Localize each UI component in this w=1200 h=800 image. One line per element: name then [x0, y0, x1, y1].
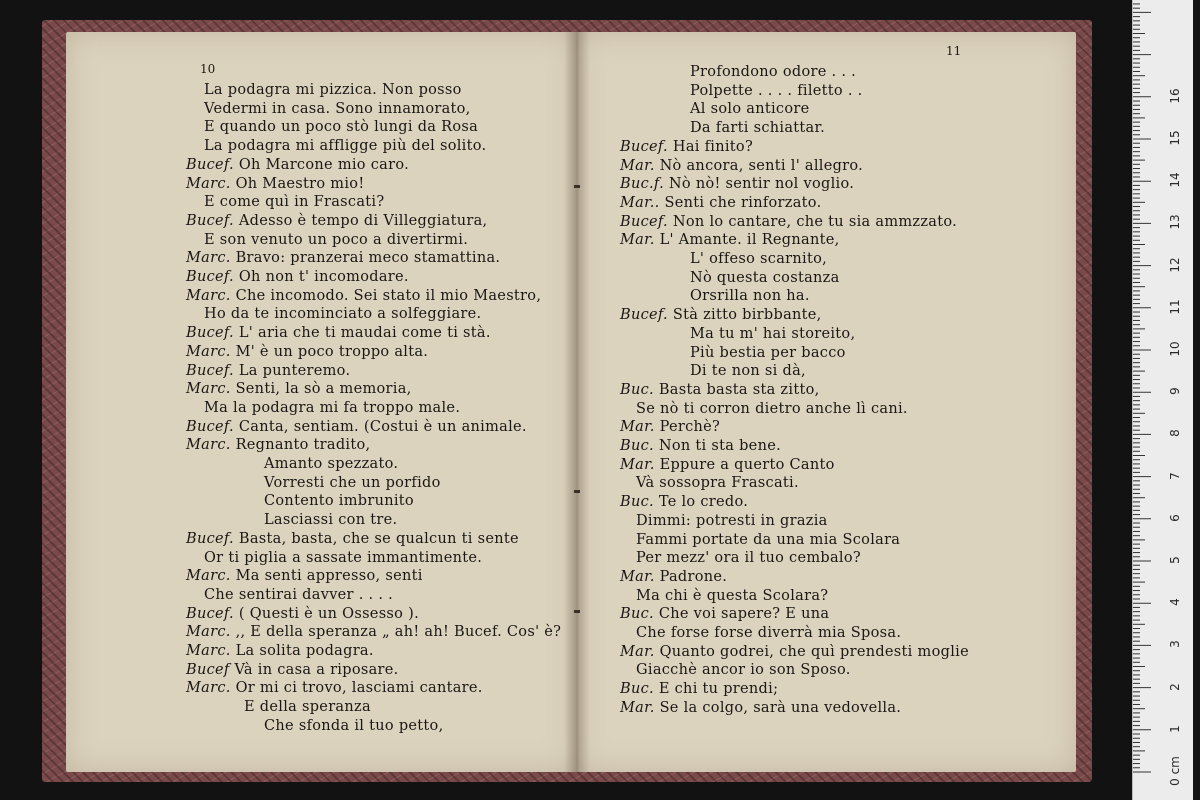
line-text: Canta, sentiam. (Costui è un animale.	[238, 418, 527, 435]
line-text: Che forse forse diverrà mia Sposa.	[636, 625, 902, 641]
left-text-line	[204, 306, 481, 322]
right-text-line	[620, 700, 901, 716]
right-text-line	[690, 101, 809, 117]
left-text-line	[204, 119, 478, 135]
line-text: Contento imbrunito	[264, 493, 414, 510]
speaker-name: Mar.	[620, 419, 660, 436]
left-text-line	[186, 344, 428, 360]
line-text: Orsrilla non ha.	[690, 288, 810, 305]
line-text: Và sossopra Frascati.	[636, 475, 799, 492]
speaker-name: Marc.	[186, 381, 236, 398]
line-text: Non lo cantare, che tu sia ammzzato.	[672, 213, 958, 230]
right-text-line	[636, 662, 851, 678]
speaker-name: Bucef.	[186, 212, 239, 229]
line-text: Ma senti appresso, senti	[235, 568, 423, 585]
ruler-label: 4	[1168, 598, 1182, 607]
speaker-name: Marc.	[186, 437, 236, 454]
ruler-label: 16	[1168, 88, 1182, 104]
left-text-line	[186, 363, 350, 379]
book-gutter	[564, 32, 590, 772]
line-text: Basta, basta, che se qualcun ti sente	[238, 530, 519, 547]
speaker-name: Bucef.	[186, 605, 239, 622]
line-text: Oh non t' incomodare.	[238, 269, 409, 285]
ruler-label: 5	[1168, 556, 1182, 564]
speaker-name: Bucef	[186, 661, 235, 678]
line-text: Dimmi: potresti in grazia	[636, 512, 828, 529]
ruler-ticks	[1133, 0, 1193, 800]
left-text-line	[264, 718, 443, 734]
left-text-line	[186, 419, 527, 435]
right-text-line	[620, 569, 727, 585]
speaker-name: Bucef.	[186, 156, 239, 173]
left-text-line	[186, 213, 487, 229]
right-text-line	[620, 382, 820, 398]
speaker-name: Bucef.	[620, 138, 673, 155]
page-number-right: 11	[946, 44, 962, 58]
ruler-label: 13	[1168, 214, 1182, 231]
ruler-label: 0 cm	[1168, 756, 1182, 786]
speaker-name: Mar.	[620, 232, 660, 249]
right-text-line	[690, 345, 846, 361]
binding-stitch	[574, 610, 580, 613]
left-text-line	[204, 101, 471, 117]
line-text: Regnanto tradito,	[235, 437, 371, 454]
left-text-line	[186, 606, 419, 622]
left-text-line	[186, 269, 409, 285]
right-text-line	[690, 363, 806, 379]
right-text-line	[636, 401, 908, 417]
line-text: Adesso è tempo di Villeggiatura,	[238, 212, 488, 229]
speaker-name: Buc.	[620, 381, 659, 398]
left-text-line	[186, 662, 399, 678]
line-text: Oh Marcone mio caro.	[238, 156, 410, 173]
line-text: Or mi ci trovo, lasciami cantare.	[235, 680, 483, 697]
left-text-line	[204, 232, 468, 248]
ruler-label: 11	[1168, 299, 1182, 315]
speaker-name: Buc.	[620, 494, 659, 511]
line-text: Al solo anticore	[690, 101, 810, 118]
left-text-line	[264, 493, 414, 509]
speaker-name: Marc.	[186, 680, 236, 697]
left-text-line	[264, 475, 441, 491]
left-text-line	[186, 437, 370, 453]
left-text-line	[186, 176, 364, 192]
line-text: Or ti piglia a sassate immantimente.	[204, 549, 483, 566]
line-text: Stà zitto birbbante,	[672, 307, 822, 324]
right-text-line	[620, 139, 753, 155]
speaker-name: Bucef.	[186, 269, 239, 285]
right-text-line	[636, 550, 861, 566]
line-text: Amanto spezzato.	[264, 456, 399, 472]
line-text: Perchè?	[659, 419, 721, 436]
ruler-label: 8	[1168, 429, 1182, 438]
line-text: E quando un poco stò lungi da Rosa	[204, 119, 479, 136]
line-text: Profondono odore . . .	[690, 64, 857, 80]
left-text-line	[186, 680, 483, 696]
measurement-ruler	[1132, 0, 1193, 800]
left-text-line	[204, 194, 384, 210]
left-text-line	[186, 643, 374, 659]
left-text-line	[186, 157, 409, 173]
left-text-line	[244, 699, 371, 715]
line-text: M' è un poco troppo alta.	[235, 343, 429, 360]
right-text-line	[690, 270, 840, 286]
line-text: E chi tu prendi;	[658, 681, 779, 698]
line-text: Nò ancora, senti l' allegro.	[659, 157, 864, 174]
left-text-line	[204, 550, 482, 566]
ruler-label: 2	[1168, 682, 1182, 691]
right-text-line	[690, 64, 856, 80]
left-text-line	[204, 400, 460, 416]
ruler-label: 15	[1168, 130, 1182, 146]
speaker-name: Mar.	[620, 157, 660, 174]
line-text: Và in casa a riposare.	[234, 661, 399, 678]
speaker-name: Marc.	[186, 250, 236, 267]
line-text: Più bestia per bacco	[690, 344, 846, 361]
line-text: Non ti sta bene.	[658, 438, 781, 454]
left-text-line	[204, 82, 462, 98]
line-text: L' Amante. il Regnante,	[659, 232, 840, 249]
ruler-label: 6	[1168, 513, 1182, 522]
right-text-line	[636, 513, 828, 529]
right-text-line	[620, 214, 957, 230]
speaker-name: Buc.	[620, 606, 659, 623]
speaker-name: Mar.	[620, 456, 660, 473]
line-text: Che voi sapere? E una	[658, 606, 830, 623]
speaker-name: Bucef.	[186, 530, 239, 547]
right-text-line	[620, 232, 840, 248]
line-text: Quanto godrei, che quì prendesti moglie	[659, 643, 969, 660]
speaker-name: Buc.f.	[620, 176, 669, 193]
speaker-name: Mar.	[620, 568, 660, 585]
speaker-name: Bucef.	[186, 418, 239, 435]
speaker-name: Marc.	[186, 643, 236, 659]
line-text: E son venuto un poco a divertirmi.	[204, 231, 469, 248]
line-text: La punteremo.	[238, 362, 351, 379]
line-text: Polpette . . . . filetto . .	[690, 82, 863, 99]
line-text: Ma la podagra mi fa troppo male.	[204, 399, 461, 416]
line-text: La podagra mi affligge più del solito.	[204, 138, 487, 155]
line-text: Che sentirai davver . . . .	[204, 586, 394, 603]
left-text-line	[264, 512, 397, 528]
right-text-line	[690, 288, 810, 304]
left-text-line	[186, 250, 500, 266]
left-text-line	[186, 381, 412, 397]
line-text: Vedermi in casa. Sono innamorato,	[204, 100, 471, 117]
line-text: L' offeso scarnito,	[690, 251, 828, 267]
line-text: Basta basta sta zitto,	[658, 381, 820, 398]
right-text-line	[620, 158, 863, 174]
right-text-line	[620, 494, 748, 510]
left-text-line	[204, 587, 393, 603]
line-text: Senti che rinforzato.	[664, 194, 822, 211]
line-text: E come quì in Frascati?	[204, 194, 385, 211]
left-text-line	[264, 456, 398, 472]
line-text: L' aria che ti maudai come ti stà.	[238, 325, 491, 342]
speaker-name: Bucef.	[186, 362, 239, 379]
right-text-line	[636, 532, 900, 548]
line-text: Per mezz' ora il tuo cembalo?	[636, 550, 861, 567]
speaker-name: Marc.	[186, 568, 236, 585]
line-text: Fammi portate da una mia Scolara	[636, 531, 901, 548]
line-text: Oh Maestro mio!	[235, 175, 365, 192]
line-text: ( Questi è un Ossesso ).	[238, 605, 419, 622]
speaker-name: Mar.	[620, 699, 660, 716]
line-text: Di te non si dà,	[690, 363, 806, 380]
line-text: Nò nò! sentir nol voglio.	[668, 176, 855, 193]
right-text-line	[690, 251, 827, 267]
ruler-label: 3	[1168, 640, 1182, 649]
line-text: Se nò ti corron dietro anche lì cani.	[636, 400, 908, 417]
line-text: Giacchè ancor io son Sposo.	[636, 662, 851, 679]
right-text-line	[636, 625, 901, 641]
right-text-line	[690, 326, 855, 342]
right-text-line	[620, 419, 720, 435]
ruler-label: 1	[1168, 724, 1182, 733]
line-text: Padrone.	[659, 568, 728, 585]
speaker-name: Mar.	[620, 643, 660, 660]
binding-stitch	[574, 490, 580, 493]
right-text-line	[620, 644, 969, 660]
line-text: Lasciassi con tre.	[264, 512, 398, 529]
right-text-line	[620, 606, 829, 622]
right-text-line	[690, 120, 825, 136]
speaker-name: Bucef.	[186, 325, 239, 342]
line-text: ,, E della speranza „ ah! ah! Bucef. Cos' è?	[235, 624, 562, 641]
right-text-line	[620, 307, 822, 323]
line-text: Che sfonda il tuo petto,	[264, 717, 444, 734]
right-text-line	[636, 475, 799, 491]
right-text-line	[636, 588, 828, 604]
line-text: Te lo credo.	[658, 494, 749, 511]
left-text-line	[204, 138, 486, 154]
speaker-name: Marc.	[186, 343, 236, 360]
ruler-label: 12	[1168, 256, 1182, 273]
left-text-line	[186, 531, 519, 547]
line-text: Vorresti che un porfido	[264, 474, 441, 491]
line-text: Senti, la sò a memoria,	[235, 381, 412, 398]
line-text: Bravo: pranzerai meco stamattina.	[235, 250, 501, 267]
right-text-line	[620, 195, 821, 211]
page-number-left: 10	[200, 62, 216, 76]
speaker-name: Bucef.	[620, 307, 673, 324]
right-text-line	[620, 681, 778, 697]
right-text-line	[690, 83, 863, 99]
line-text: Ho da te incominciato a solfeggiare.	[204, 306, 482, 323]
line-text: Eppure a querto Canto	[659, 456, 835, 473]
line-text: Che incomodo. Sei stato il mio Maestro,	[235, 287, 542, 304]
ruler-label: 7	[1168, 471, 1182, 480]
line-text: Ma chi è questa Scolara?	[636, 587, 829, 604]
speaker-name: Buc.	[620, 438, 659, 454]
ruler-label: 9	[1168, 387, 1182, 396]
line-text: Ma tu m' hai storeito,	[690, 325, 856, 342]
speaker-name: Marc.	[186, 624, 236, 641]
left-text-line	[186, 624, 561, 640]
line-text: Hai finito?	[672, 138, 754, 155]
binding-stitch	[574, 185, 580, 188]
line-text: La solita podagra.	[235, 643, 374, 659]
right-text-line	[620, 457, 835, 473]
speaker-name: Bucef.	[620, 213, 673, 230]
line-text: Se la colgo, sarà una vedovella.	[659, 699, 902, 716]
line-text: La podagra mi pizzica. Non posso	[204, 82, 462, 98]
ruler-label: 14	[1168, 172, 1182, 188]
speaker-name: Buc.	[620, 681, 659, 698]
speaker-name: Mar..	[620, 194, 665, 211]
right-text-line	[620, 438, 781, 454]
ruler-label: 10	[1168, 341, 1182, 357]
left-text-line	[186, 325, 491, 341]
speaker-name: Marc.	[186, 175, 236, 192]
left-text-line	[186, 288, 541, 304]
line-text: Nò questa costanza	[690, 269, 840, 286]
line-text: Da farti schiattar.	[690, 120, 826, 137]
line-text: E della speranza	[244, 699, 371, 716]
left-text-line	[186, 568, 423, 584]
speaker-name: Marc.	[186, 287, 236, 304]
right-text-line	[620, 176, 854, 192]
